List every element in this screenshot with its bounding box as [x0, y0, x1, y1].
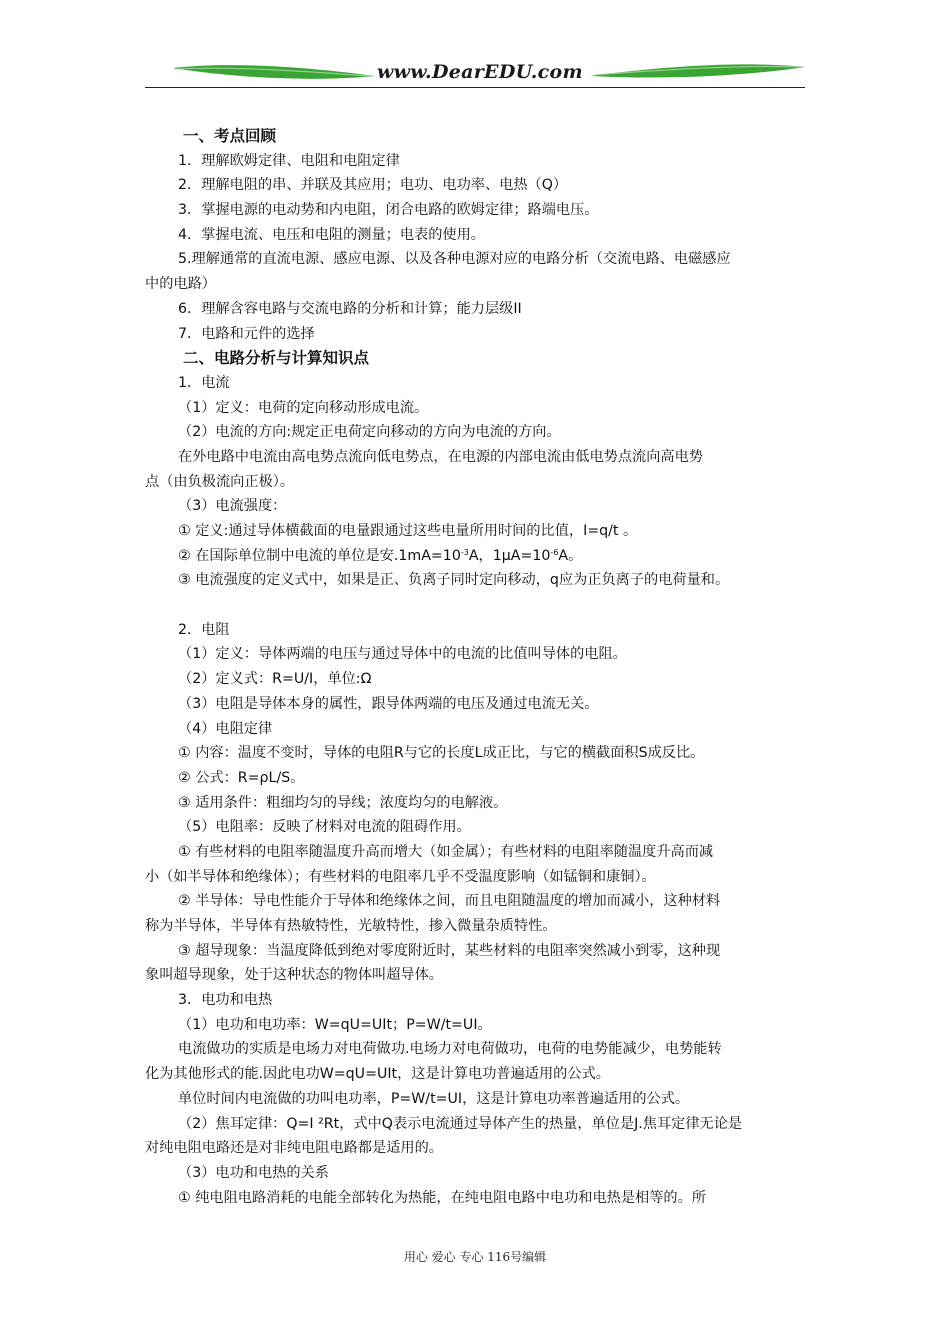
subsection-title: 3．电功和电热: [178, 992, 273, 1009]
paragraph-continuation: 象叫超导现象，处于这种状态的物体叫超导体。: [145, 967, 443, 984]
section-title: 二、电路分析与计算知识点: [183, 349, 370, 368]
paragraph: 在外电路中电流由高电势点流向低电势点，在电源的内部电流由低电势点流向高电势: [178, 448, 703, 465]
superscript: -6: [550, 547, 559, 557]
paragraph: ① 纯电阻电路消耗的电能全部转化为热能，在纯电阻电路中电功和电热是相等的。所: [178, 1189, 706, 1206]
paragraph-continuation: 对纯电阻电路还是对非纯电阻电路都是适用的。: [145, 1140, 443, 1157]
text-run: ② 在国际单位制中电流的单位是安.1mA=10: [178, 547, 461, 564]
paragraph: （2）电流的方向:规定正电荷定向移动的方向为电流的方向。: [178, 424, 561, 441]
list-item: 1．理解欧姆定律、电阻和电阻定律: [178, 152, 400, 169]
paragraph: （2）定义式：R=U/I，单位:Ω: [178, 671, 372, 688]
paragraph: （3）电流强度：: [178, 498, 287, 515]
text-run: A。: [558, 547, 583, 564]
paragraph: （3）电阻是导体本身的属性，跟导体两端的电压及通过电流无关。: [178, 695, 599, 712]
list-item: 5.理解通常的直流电源、感应电源、以及各种电源对应的电路分析（交流电路、电磁感应: [178, 251, 731, 268]
paragraph: （1）定义：电荷的定向移动形成电流。: [178, 399, 429, 416]
superscript: -3: [460, 547, 469, 557]
list-item: 4．掌握电流、电压和电阻的测量；电表的使用。: [178, 226, 485, 243]
list-item: 3．掌握电源的电动势和内电阻，闭合电路的欧姆定律；路端电压。: [178, 202, 599, 219]
paragraph: 单位时间内电流做的功叫电功率，P=W/t=UI，这是计算电功率普遍适用的公式。: [178, 1090, 690, 1107]
paragraph: ① 内容：温度不变时，导体的电阻R与它的长度L成正比，与它的横截面积S成反比。: [178, 745, 705, 762]
paragraph: （4）电阻定律: [178, 720, 273, 737]
paragraph: （2）焦耳定律：Q=I ²Rt，式中Q表示电流通过导体产生的热量，单位是J.焦耳定律无论是: [178, 1115, 743, 1132]
paragraph: ② 半导体：导电性能介于导体和绝缘体之间，而且电阻随温度的增加而减小，这种材料: [178, 893, 721, 910]
paragraph: ② 公式：R=ρL/S。: [178, 769, 305, 786]
paragraph: （5）电阻率：反映了材料对电流的阻碍作用。: [178, 819, 471, 836]
subsection-title: 1．电流: [178, 374, 230, 391]
paragraph: 电流做功的实质是电场力对电荷做功.电场力对电荷做功，电荷的电势能减少，电势能转: [178, 1041, 722, 1058]
header-rule: [145, 87, 805, 88]
section-title: 一、考点回顾: [183, 127, 277, 145]
list-item-continuation: 中的电路）: [145, 276, 216, 293]
paragraph-continuation: 点（由负极流向正极）。: [145, 473, 294, 490]
site-name: www.DearEDU.com: [377, 61, 583, 83]
subsection-title: 2．电阻: [178, 621, 230, 638]
paragraph: ③ 电流强度的定义式中，如果是正、负离子同时定向移动，q应为正负离子的电荷量和。: [178, 572, 730, 589]
list-item: 7．电路和元件的选择: [178, 325, 315, 342]
paragraph: ① 定义:通过导体横截面的电量跟通过这些电量所用时间的比值，I=q/t 。: [178, 523, 638, 539]
paragraph: [145, 544, 810, 569]
paragraph: ③ 超导现象：当温度降低到绝对零度附近时，某些材料的电阻率突然减小到零，这种现: [178, 942, 721, 959]
list-item: 6．理解含容电路与交流电路的分析和计算；能力层级II: [178, 300, 522, 317]
paragraph-continuation: 称为半导体，半导体有热敏特性，光敏特性，掺入微量杂质特性。: [145, 918, 557, 934]
page-footer: 用心 爱心 专心 116号编辑: [403, 1250, 547, 1264]
paragraph: ① 有些材料的电阻率随温度升高而增大（如金属）；有些材料的电阻率随温度升高而减: [178, 843, 714, 860]
blank-line: [145, 593, 810, 618]
paragraph: （1）电功和电功率：W=qU=UIt；P=W/t=UI。: [178, 1016, 492, 1033]
page-header: [145, 58, 805, 90]
paragraph: ③ 适用条件：粗细均匀的导线；浓度均匀的电解液。: [178, 794, 508, 811]
list-item: 2．理解电阻的串、并联及其应用；电功、电功率、电热（Q）: [178, 177, 568, 194]
paragraph-continuation: 化为其他形式的能.因此电功W=qU=UIt，这是计算电功普遍适用的公式。: [145, 1066, 610, 1083]
text-run: A，1μA=10: [468, 547, 551, 564]
paragraph: （1）定义：导体两端的电压与通过导体中的电流的比值叫导体的电阻。: [178, 646, 627, 663]
paragraph: （3）电功和电热的关系: [178, 1164, 329, 1181]
document-body: [145, 124, 810, 1210]
paragraph-continuation: 小（如半导体和绝缘体）；有些材料的电阻率几乎不受温度影响（如锰铜和康铜）。: [145, 868, 656, 885]
